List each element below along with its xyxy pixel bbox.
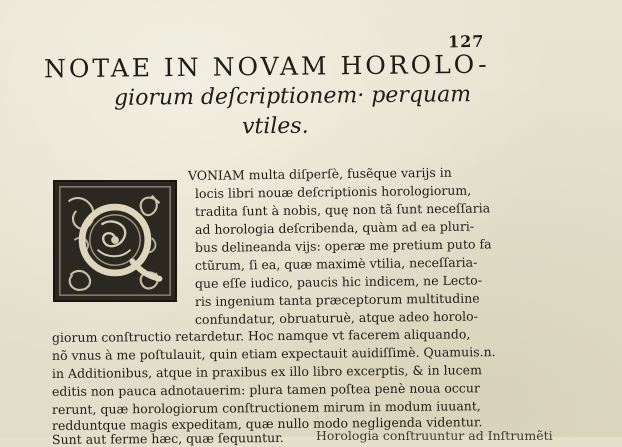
text-line-content: editis non pauca adnotauerim: plura tamen poſtea penè noua occur xyxy=(51,380,480,399)
text-line-content: in Additionibus, atque in praxibus ex illo libro excerptis, & in lucem xyxy=(51,362,482,381)
text-line-content: rerunt, quæ horologiorum conſtructionem mirum in modum iuuant, xyxy=(51,398,481,417)
text-line xyxy=(194,308,478,327)
ornamental-initial-q xyxy=(53,180,177,302)
text-line-content: Sunt aut ferme hæc, quæ ſequuntur. xyxy=(51,429,284,447)
text-line-content: ctũrum, ſi ea, quæ maximè vtilia, neceſſaria- xyxy=(194,254,478,273)
text-line xyxy=(195,238,492,254)
chapter-title-line-1: NOTAE IN NOVAM HOROLO- xyxy=(43,49,490,84)
text-line xyxy=(52,364,482,380)
page-number: 127 xyxy=(447,31,485,52)
text-line-content: ad horologia deſcribenda, quàm ad ea pluri- xyxy=(194,218,475,237)
text-line-content: VONIAM multa diſperſè, fusẽque varijs in xyxy=(187,164,452,183)
chapter-title-line-3: vtiles. xyxy=(241,113,309,140)
text-line xyxy=(52,382,480,398)
text-line xyxy=(194,182,472,201)
text-line xyxy=(195,274,482,290)
text-line xyxy=(187,164,452,183)
text-line-content: que eſſe iudico, paucis hic indicem, ne Lecto- xyxy=(194,272,483,291)
text-line xyxy=(52,328,471,344)
text-line xyxy=(195,202,490,218)
text-line xyxy=(194,218,475,237)
text-line-content: confundatur, obruaturuè, atque adeo horolo- xyxy=(194,308,478,327)
text-line xyxy=(194,254,478,273)
text-line-content: tradita ſunt à nobis, quę non tã ſunt neceſſaria xyxy=(194,200,491,219)
text-line xyxy=(194,290,480,309)
text-line xyxy=(51,429,284,447)
chapter-title-line-2: giorum deſcriptionem· perquam xyxy=(113,82,472,111)
text-line-content: redduntque magis expeditam, quæ nullo modo negligenda videntur. xyxy=(51,414,483,433)
text-line-content: ris ingenium tanta præceptorum multitudine xyxy=(194,290,480,309)
text-line-content: bus delineanda vijs: operæ me pretium puto fa xyxy=(194,236,492,255)
text-line-content: locis libri nouæ deſcriptionis horologiorum, xyxy=(194,182,472,201)
text-line-content: nõ vnus à me poſtulauit, quin etiam expectauit auidiſſimè. Quamuis.n. xyxy=(51,344,496,363)
text-line xyxy=(52,346,496,362)
cut-off-next-line: Horologia conſtruuntur ad Inſtrumẽti xyxy=(316,428,553,443)
text-line-content: giorum conſtructio retardetur. Hoc namque vt facerem aliquando, xyxy=(51,326,471,345)
